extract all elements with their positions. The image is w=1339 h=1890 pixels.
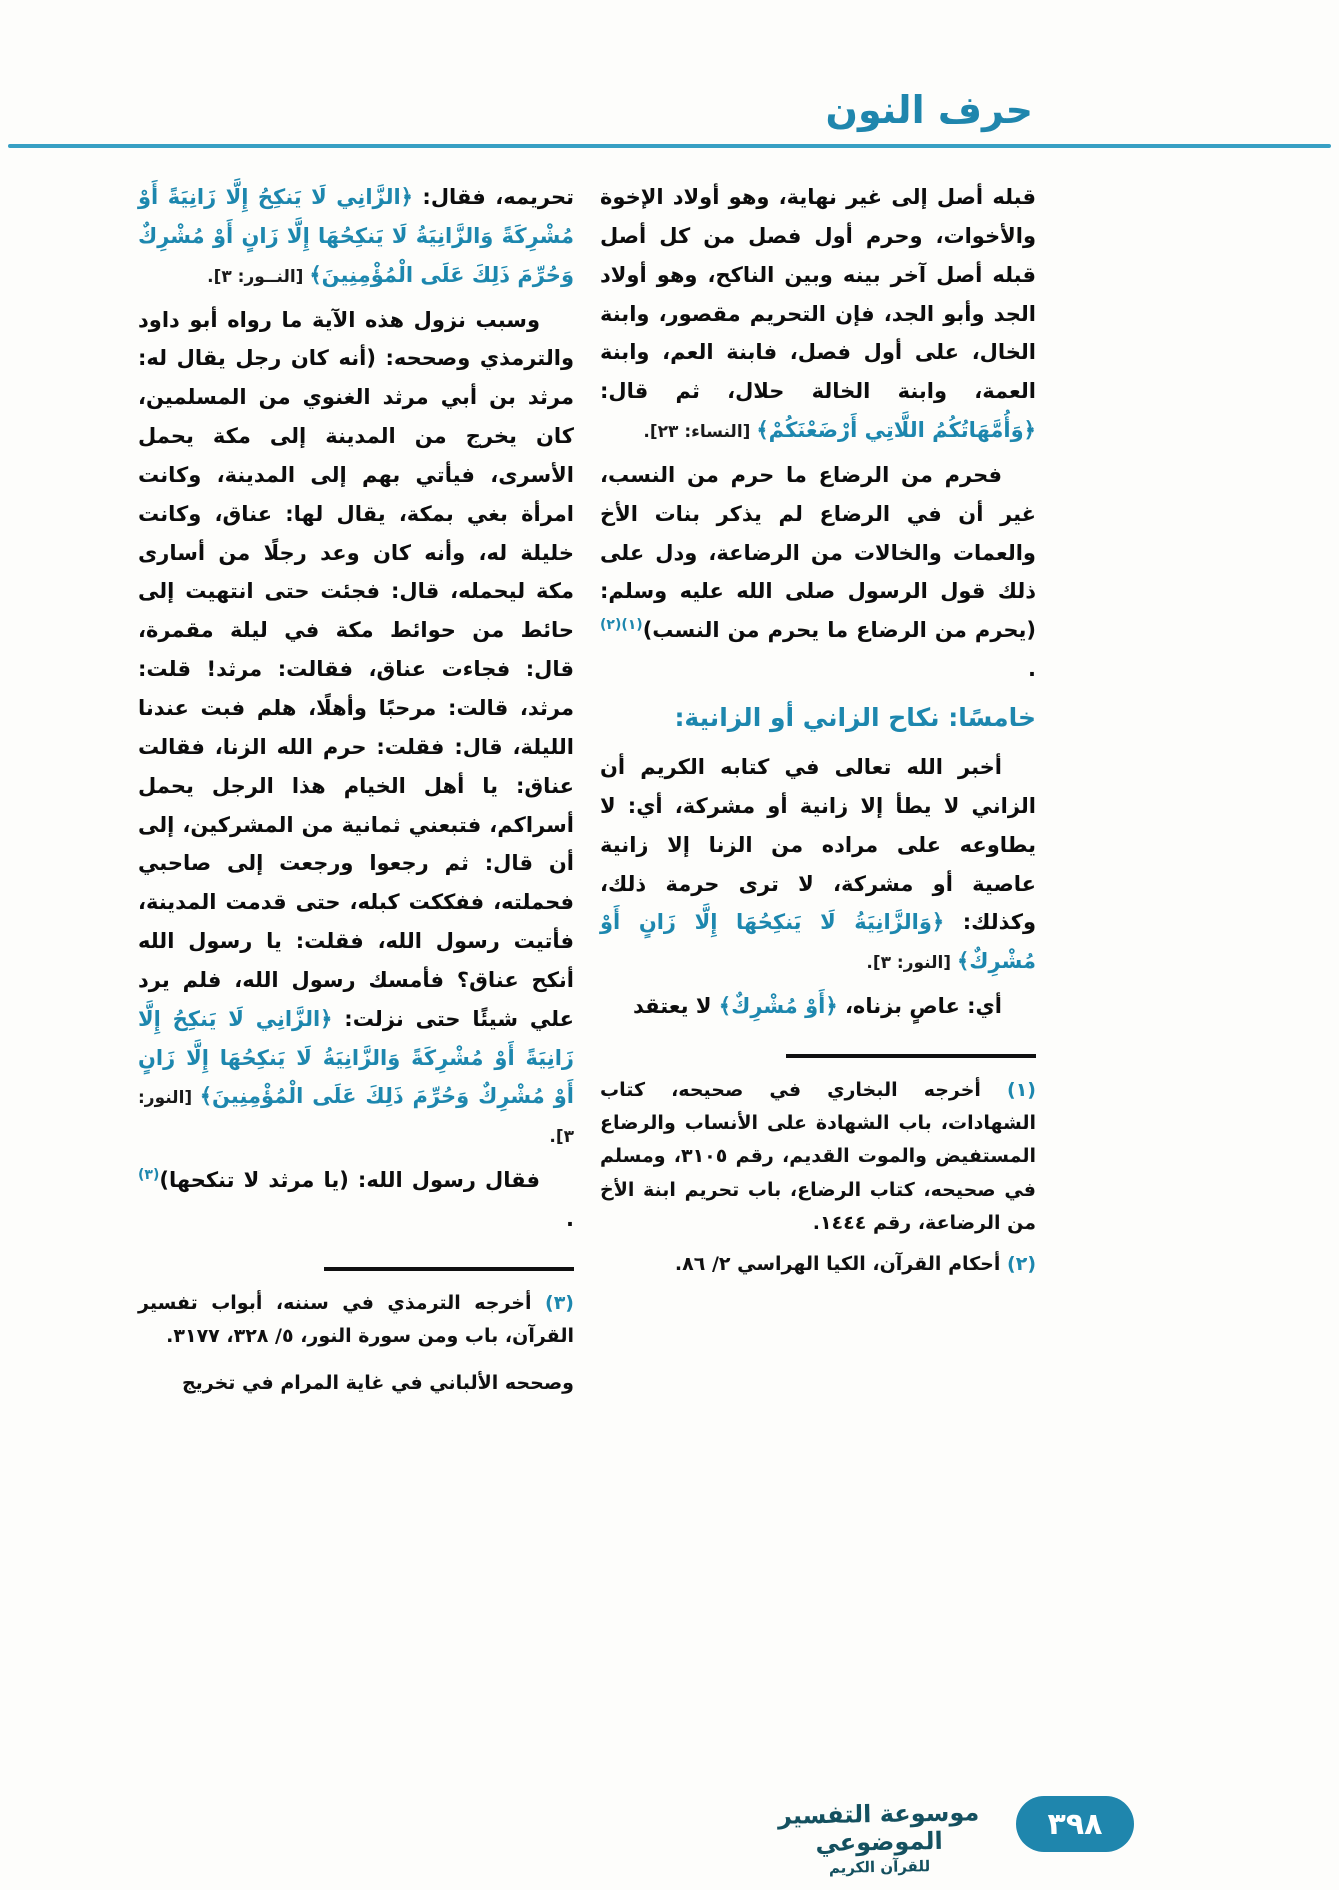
- footnote-number: (٣): [545, 1291, 574, 1314]
- footnote-text: وصححه الألباني في غاية المرام في تخريج: [181, 1372, 574, 1395]
- verse-reference: [النساء: ٢٣].: [643, 422, 757, 443]
- publisher-title: موسوعة التفسير الموضوعي: [777, 1798, 980, 1858]
- chapter-title: حرف النون: [825, 88, 1033, 132]
- publisher-calligraphy-mark: [748, 1798, 1009, 1879]
- verse-reference: [النور: ٣].: [866, 953, 957, 974]
- footnote-number: (٢): [1007, 1253, 1036, 1276]
- publisher-subtitle: للقرآن الكريم: [828, 1857, 931, 1877]
- body-text: أي: عاصٍ بزناه،: [837, 994, 1002, 1019]
- footnote: [138, 1287, 574, 1354]
- paragraph: [600, 987, 1036, 1026]
- column-right: [600, 178, 1036, 1289]
- footnote-text: أخرجه الترمذي في سننه، أبواب تفسير القرآن، باب ومن سورة النور، ٥/ ٣٢٨، ٣١٧٧.: [138, 1291, 574, 1348]
- quran-verse: ﴿وَالزَّانِيَةُ لَا يَنكِحُهَا إِلَّا زَانٍ أَوْ مُشْرِكٌ﴾: [600, 910, 1036, 974]
- footnote-separator: [324, 1267, 574, 1271]
- paragraph: [600, 178, 1036, 450]
- paragraph: [600, 748, 1036, 981]
- footnote: [600, 1074, 1036, 1240]
- footnote-ref-marker: (٣): [138, 1167, 160, 1184]
- footnote-number: (١): [1007, 1078, 1036, 1101]
- paragraph: [138, 178, 574, 295]
- footnote-continuation: [138, 1367, 574, 1400]
- paragraph: [138, 1161, 574, 1239]
- quran-verse: ﴿وَأُمَّهَاتُكُمُ اللَّاتِي أَرْضَعْنَكُمْ﴾: [756, 418, 1036, 443]
- body-text: فقال رسول الله: (يا مرثد لا تنكحها): [159, 1168, 540, 1193]
- body-text: لا يعتقد: [632, 994, 719, 1019]
- footnote-ref-marker: (١)(٢): [600, 617, 643, 634]
- body-text: وسبب نزول هذه الآية ما رواه أبو داود والترمذي وصححه: (أنه كان رجل يقال له: مرثد بن أبي مرثد الغنوي من المسلمين، كان يخرج من المدينة إلى مكة يحمل الأسرى، فيأتي بهم إلى المدينة، وكانت امرأة بغي بمكة، يقال لها: عناق، وكانت خليلة له، وأنه كان وعد رجلًا من أسارى مكة ليحمله، قال: فجئت حتى انتهيت إلى حائط من حوائط مكة في ليلة مقمرة، قال: فجاءت عناق، فقالت: مرثد! قلت: مرثد، قالت: مرحبًا وأهلًا، هلم فبت عندنا الليلة، قال: فقلت: حرم الله الزنا، فقالت عناق: يا أهل الخيام هذا الرجل يحمل أسراكم، فتبعني ثمانية من المشركين، إلى أن قال: ثم رجعوا ورجعت إلى صاحبي فحملته، ففككت كبله، حتى قدمت المدينة، فأتيت رسول الله، فقلت: يا رسول الله أنكح عناق؟ فأمسك رسول الله، فلم يرد علي شيئًا حتى نزلت:: [138, 307, 574, 1031]
- paragraph: [138, 301, 574, 1156]
- paragraph: [600, 456, 1036, 689]
- verse-reference: [النــور: ٣].: [207, 266, 310, 287]
- body-text: أخبر الله تعالى في كتابه الكريم أن الزاني لا يطأ إلا زانية أو مشركة، أي: لا يطاوعه على مراده من الزنا إلا زانية عاصية أو مشركة، لا ترى حرمة ذلك، وكذلك:: [600, 754, 1036, 935]
- column-left: [138, 178, 574, 1409]
- footnote-text: أحكام القرآن، الكيا الهراسي ٢/ ٨٦.: [674, 1253, 1001, 1276]
- body-text: .: [566, 1206, 574, 1231]
- body-text: فحرم من الرضاع ما حرم من النسب، غير أن في الرضاع لم يذكر بنات الأخ والعمات والخالات من الرضاعة، ودل على ذلك قول الرسول صلى الله عليه وسلم: (يحرم من الرضاع ما يحرم من النسب): [600, 462, 1036, 643]
- section-heading: خامسًا: نكاح الزاني أو الزانية:: [674, 702, 1036, 732]
- body-text: .: [1028, 657, 1036, 682]
- footnote: [600, 1248, 1036, 1281]
- text-columns: [0, 148, 1339, 1728]
- body-text: تحريمه، فقال:: [412, 185, 574, 209]
- page-number: ٣٩٨: [1047, 1806, 1103, 1842]
- page-number-badge: [1016, 1796, 1134, 1852]
- quran-verse: ﴿الزَّانِي لَا يَنكِحُ إِلَّا زَانِيَةً أَوْ مُشْرِكَةً وَالزَّانِيَةُ لَا يَنكِحُهَا إِلَّا زَانٍ أَوْ مُشْرِكٌ وَحُرِّمَ ذَلِكَ عَلَى الْمُؤْمِنِينَ﴾: [138, 1006, 574, 1109]
- page-header: [0, 0, 1339, 148]
- body-text: قبله أصل إلى غير نهاية، وهو أولاد الإخوة والأخوات، وحرم أول فصل من كل أصل قبله أصل آخر بينه وبين الناكح، وهو أولاد الجد وأبو الجد، فإن التحريم مقصور، وابنة الخال، على أول فصل، فابنة العم، وابنة العمة، وابنة الخالة حلال، ثم قال:: [600, 185, 1036, 404]
- footnote-separator: [786, 1054, 1036, 1058]
- footnote-text: أخرجه البخاري في صحيحه، كتاب الشهادات، باب الشهادة على الأنساب والرضاع المستفيض والموت القديم، رقم ٣١٠٥، ومسلم في صحيحه، كتاب الرضاع، باب تحريم ابنة الأخ من الرضاعة، رقم ١٤٤٤.: [600, 1078, 1036, 1234]
- quran-verse: ﴿أَوْ مُشْرِكٌ﴾: [718, 994, 838, 1019]
- quran-verse: ﴿الزَّانِي لَا يَنكِحُ إِلَّا زَانِيَةً أَوْ مُشْرِكَةً وَالزَّانِيَةُ لَا يَنكِحُهَا إِلَّا زَانٍ أَوْ مُشْرِكٌ وَحُرِّمَ ذَلِكَ عَلَى الْمُؤْمِنِينَ﴾: [138, 185, 574, 287]
- verse-reference: [النور: ٣].: [138, 1088, 574, 1148]
